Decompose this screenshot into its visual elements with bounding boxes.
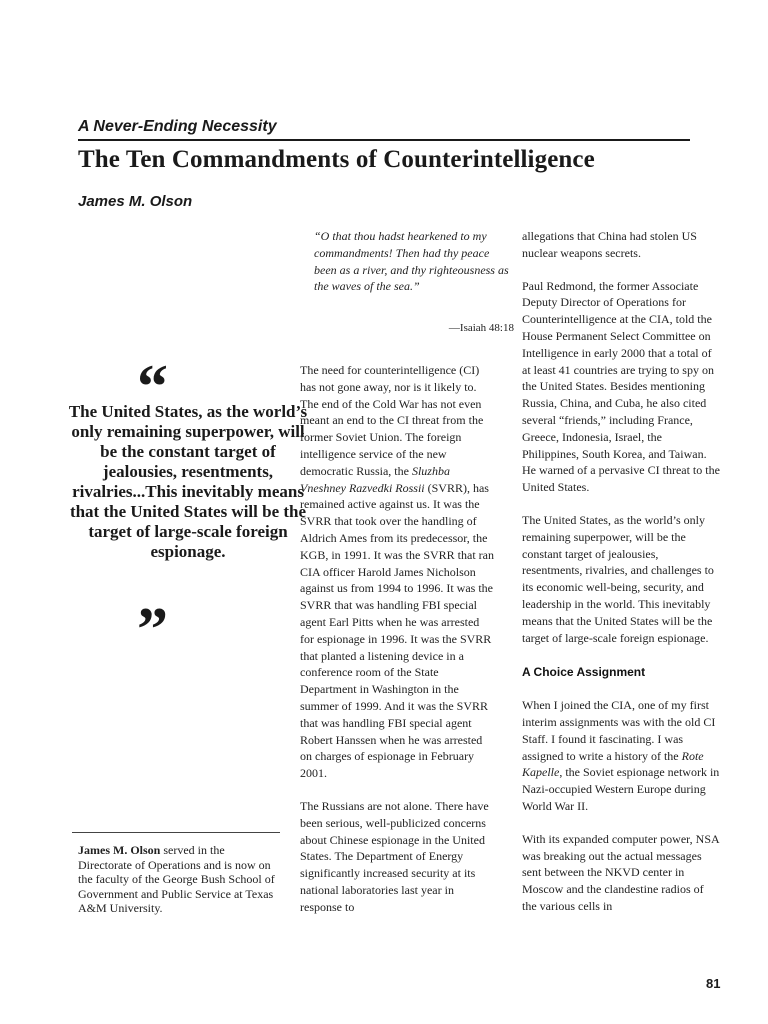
- header-rule: [78, 139, 690, 141]
- epigraph-citation: —Isaiah 48:18: [448, 322, 514, 334]
- epigraph-quote: “O that thou hadst hearkened to my commandments! Then had thy peace been as a river, and thy righteousness as the waves of the sea.”: [314, 229, 509, 294]
- italic-run: Rote Kapelle: [522, 748, 704, 780]
- pullquote-open-mark: “: [137, 353, 168, 421]
- body-column-2: [300, 362, 496, 932]
- pullquote: The United States, as the world’s only remaining superpower, will be the constant target of jealousies, resentments, rivalries...This inevitably means that the United States will be the target of large-scale foreign espionage.: [68, 402, 308, 561]
- section-heading: A Choice Assignment: [522, 665, 646, 680]
- section-kicker: A Never-Ending Necessity: [78, 118, 277, 135]
- bio-text: served in the Directorate of Operations and is now on the faculty of the George Bush School of Government and Public Service at Texas A&M University.: [78, 843, 275, 915]
- text-run: When I joined the CIA, one of my first interim assignments was with the old CI Staff. I found it fascinating. I was assigned to write a history of the: [522, 698, 716, 763]
- pullquote-close-mark: ”: [137, 596, 168, 664]
- article-author: James M. Olson: [78, 193, 193, 210]
- body-paragraph: [522, 697, 720, 815]
- body-paragraph: allegations that China had stolen US nuclear weapons secrets.: [522, 229, 697, 260]
- body-paragraph: Paul Redmond, the former Associate Deputy Director of Operations for Counterintelligence at the CIA, told the House Permanent Select Committee on Intelligence in early 2000 that a total of at least 41 countries are trying to spy on the United States. Besides mentioning Russia, China, and Cuba, he also cited several “friends,” including France, Greece, Indonesia, Israel, the Philippines, South Korea, and Taiwan. He warned of a pervasive CI threat to the United States.: [522, 278, 720, 495]
- body-paragraph: The Russians are not alone. There have been serious, well-publicized concerns about Chinese espionage in the United States. The Department of Energy significantly increased security at its national laboratories last year in response to: [300, 798, 489, 914]
- italic-run: Sluzhba Vneshney Razvedki Rossii: [300, 463, 450, 495]
- body-paragraph: With its expanded computer power, NSA was breaking out the actual messages sent between the NKVD center in Moscow and the clandestine radios of the various cells in: [522, 831, 719, 913]
- text-run: , the Soviet espionage network in Nazi-occupied Western Europe during World War II.: [522, 765, 720, 813]
- bio-name: James M. Olson: [78, 843, 161, 857]
- text-run: The need for counterintelligence (CI) has not gone away, nor is it likely to. The end of the Cold War has not even meant an end to the CI threat from the former Soviet Union. The foreign intelligence service of the new democratic Russia, the: [300, 363, 484, 478]
- body-paragraph: [300, 362, 496, 782]
- body-column-3: [522, 228, 720, 931]
- author-bio: [78, 843, 278, 916]
- body-paragraph: The United States, as the world’s only remaining superpower, will be the constant target of jealousies, resentments, rivalries, and challenges to its economic well-being, security, and leadership in the world. This inevitably means that the United States will be the target of large-scale foreign espionage.: [522, 512, 714, 645]
- page-number: 81: [706, 976, 721, 991]
- article-title: The Ten Commandments of Counterintelligence: [78, 146, 595, 173]
- text-run: (SVRR), has remained active against us. It was the SVRR that took over the handling of Aldrich Ames from its predecessor, the KGB, in 1991. It was the SVRR that ran CIA officer Harold James Nicholson against us from 1994 to 1996. It was the SVRR that was handling FBI special agent Earl Pitts when he was arrested for espionage in 1996. It was the SVRR that planted a listening device in a conference room of the State Department in Washington in the summer of 1999. And it was the SVRR that was handling FBI special agent Robert Hanssen when he was arrested on charges of espionage in February 2001.: [300, 480, 494, 781]
- bio-divider: [72, 832, 280, 833]
